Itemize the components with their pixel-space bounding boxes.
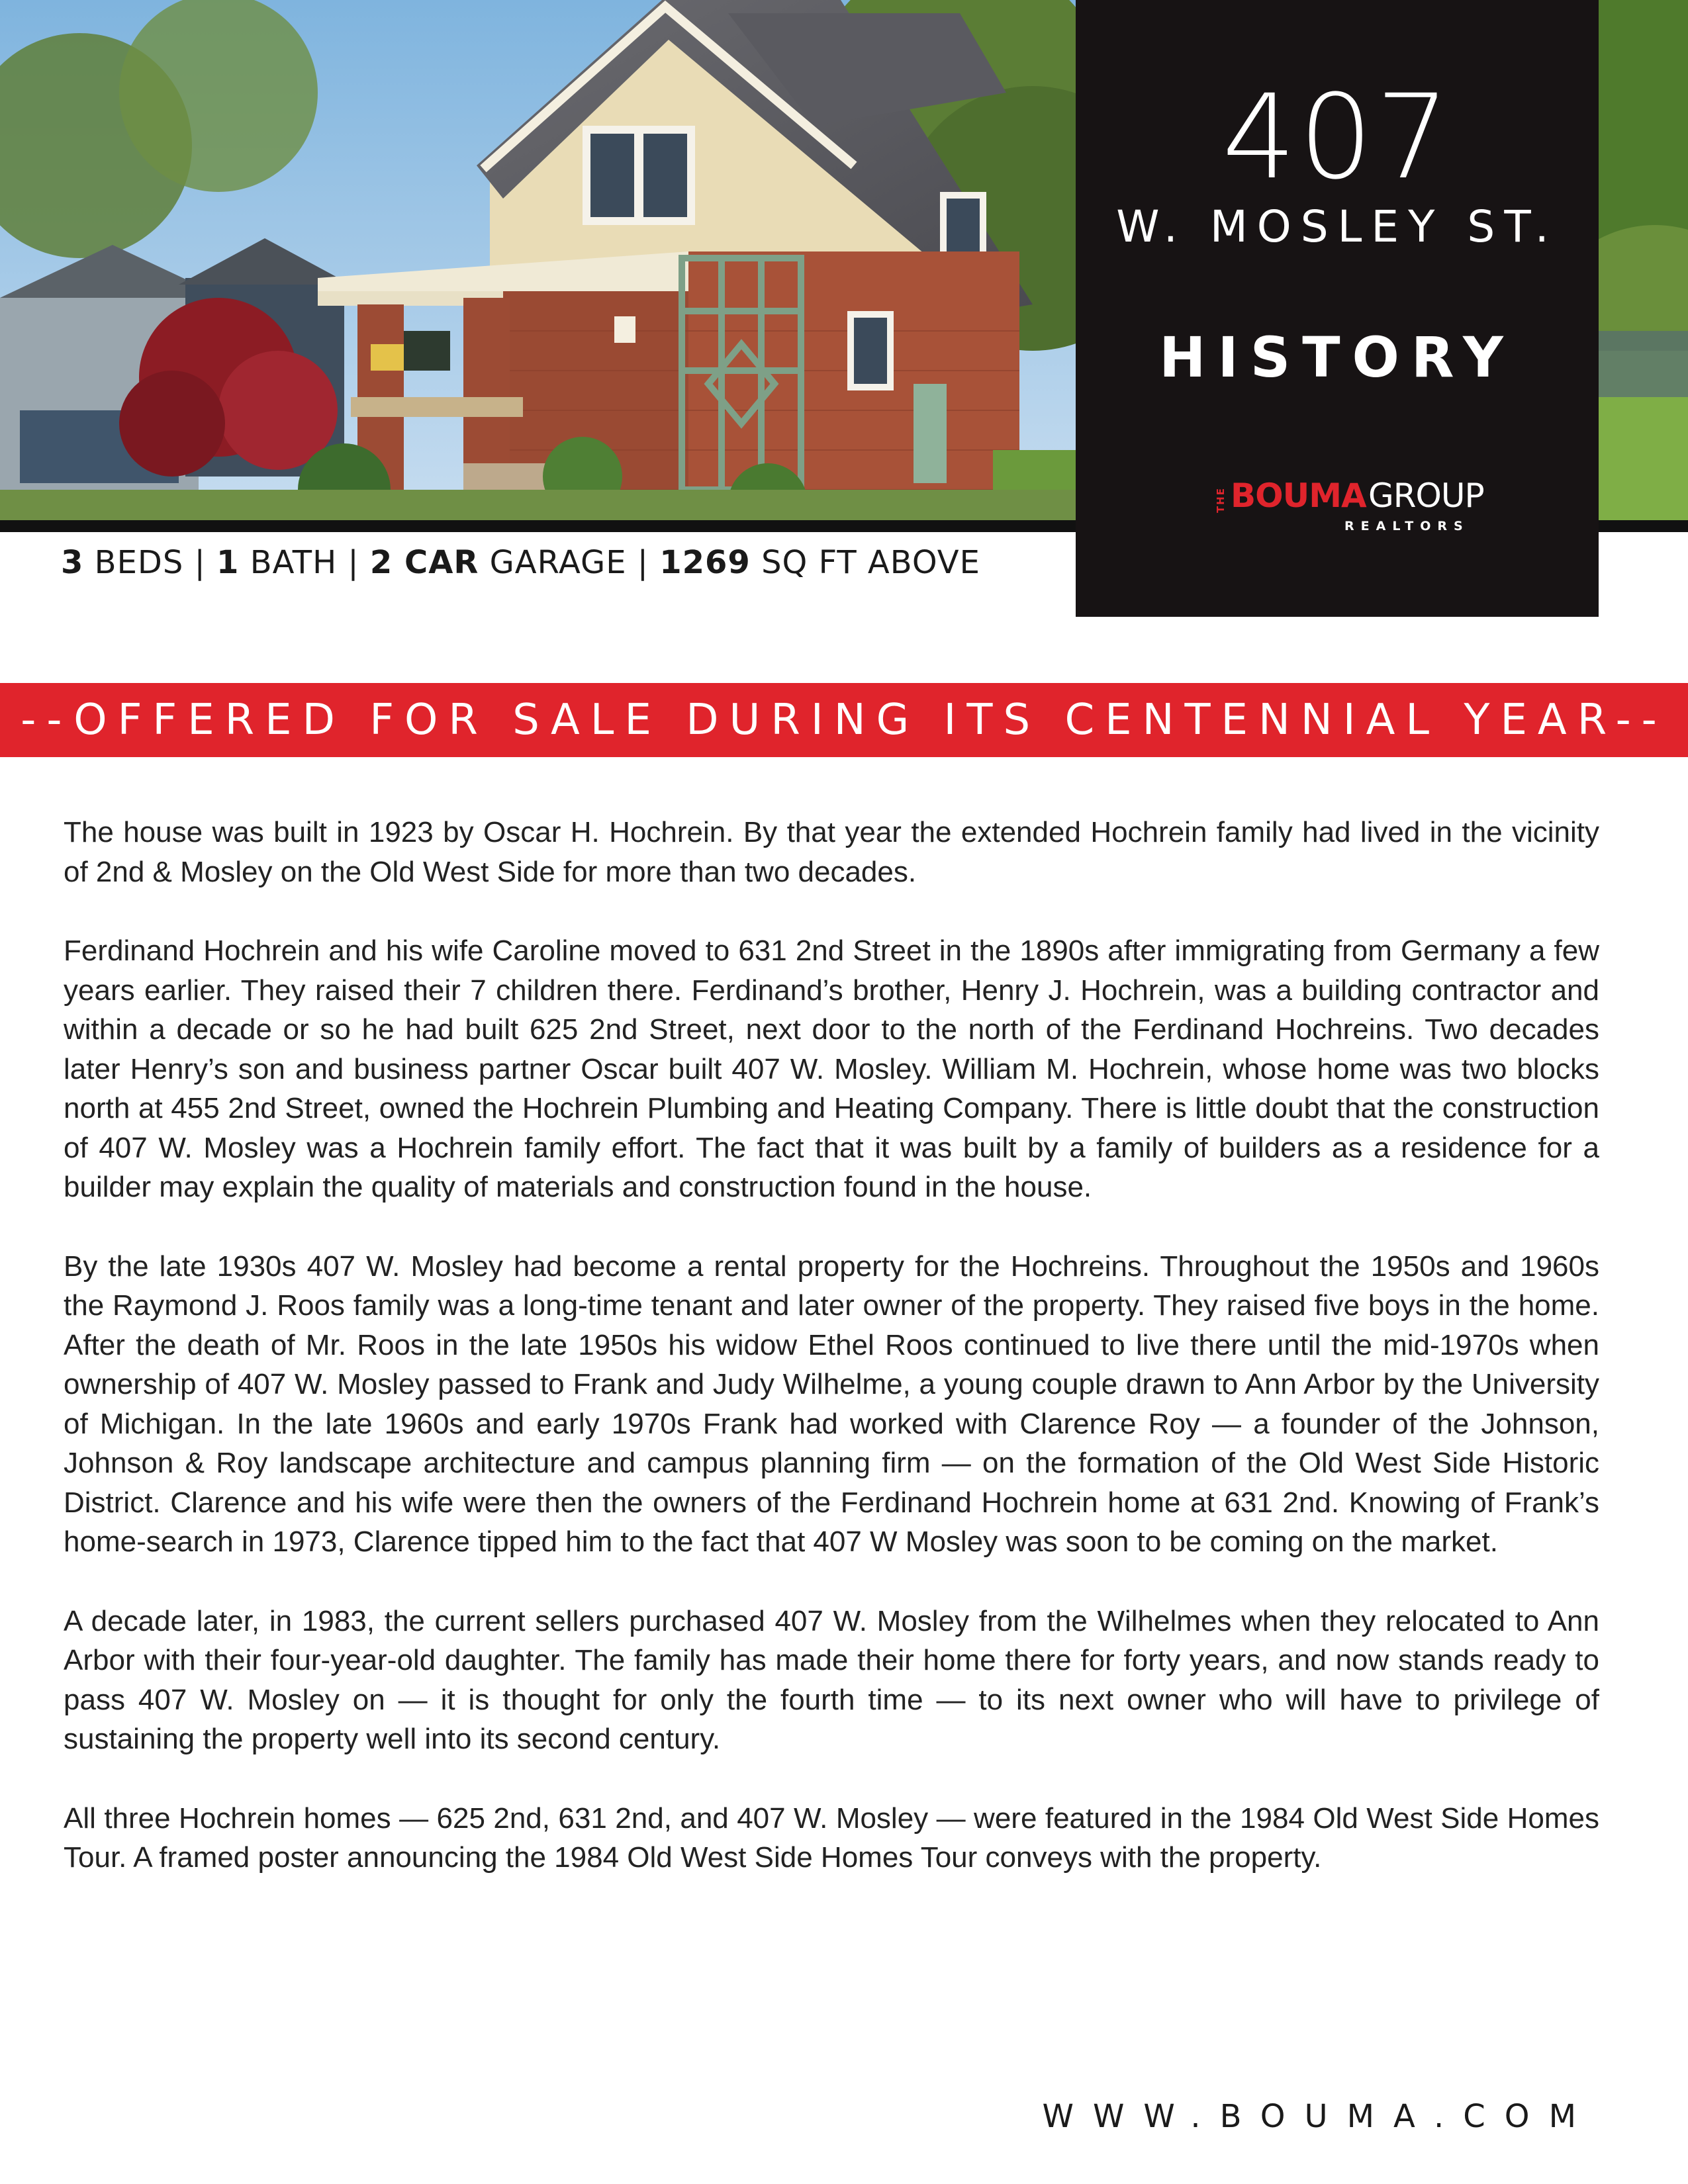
centennial-banner [0,683,1688,757]
sqft-count: 1269 [659,544,751,581]
history-paragraph: A decade later, in 1983, the current sellers purchased 407 W. Mosley from the Wilhelmes when they relocated to Ann Arbor with their four-year-old daughter. The family has made their home there for forty years, and now stands ready to pass 407 W. Mosley on — it is thought for only the fourth time — to its next owner who will have to privilege of sustaining the property well into its second century. [64,1604,1599,1755]
garage-label: GARAGE | [479,544,660,581]
beds-count: 3 [61,544,84,581]
bath-count: 1 [216,544,240,581]
banner-text: --OFFERED FOR SALE DURING ITS CENTENNIAL YEAR-- [21,696,1667,745]
address-street: W. MOSLEY ST. [1116,201,1558,252]
history-body [64,813,1599,1917]
garage-count: 2 CAR [369,544,479,581]
history-paragraph: The house was built in 1923 by Oscar H. Hochrein. By that year the extended Hochrein family had lived in the vicinity of 2nd & Mosley on the Old West Side for more than two decades. [64,816,1599,888]
logo-the: THE [1215,487,1227,514]
bath-label: BATH | [239,544,370,581]
property-specs [61,544,980,581]
address-number: 407 [1222,69,1452,205]
history-paragraph: All three Hochrein homes — 625 2nd, 631 2nd, and 407 W. Mosley — were featured in the 1984 Old West Side Homes Tour. A framed poster announcing the 1984 Old West Side Homes Tour conveys with the property. [64,1801,1599,1874]
logo-realtors: REALTORS [1344,519,1470,533]
website-link[interactable]: WWW.BOUMA.COM [1042,2098,1595,2135]
logo-group: GROUP [1368,477,1484,515]
bouma-group-logo [1215,477,1493,536]
logo-bouma: BOUMA [1231,477,1366,515]
history-paragraph: Ferdinand Hochrein and his wife Caroline moved to 631 2nd Street in the 1890s after immigrating from Germany a few years earlier. They raised their 7 children there. Ferdinand’s brother, Henry J. Hochrein, was a building contractor and within a decade or so he had built 625 2nd Street, next door to the north of the Ferdinand Hochreins. Two decades later Henry’s son and business partner Oscar built 407 W. Mosley. William M. Hochrein, whose home was two blocks north at 455 2nd Street, owned the Hochrein Plumbing and Heating Company. There is little doubt that the construction of 407 W. Mosley was a Hochrein family effort. The fact that it was built by a family of builders as a residence for a builder may explain the quality of materials and construction found in the house. [64,934,1599,1203]
history-paragraph: By the late 1930s 407 W. Mosley had become a rental property for the Hochreins. Throughout the 1950s and 1960s the Raymond J. Roos family was a long-time tenant and later owner of the property. They raised five boys in the home. After the death of Mr. Roos in the late 1950s his widow Ethel Roos continued to live there until the mid-1970s when ownership of 407 W. Mosley passed to Frank and Judy Wilhelme, a young couple drawn to Ann Arbor by the University of Michigan. In the late 1960s and early 1970s Frank had worked with Clarence Roy — a founder of the Johnson, Johnson & Roy landscape architecture and campus planning firm — on the formation of the Old West Side Historic District. Clarence and his wife were then the owners of the Ferdinand Hochrein home at 631 2nd. Knowing of Frank’s home-search in 1973, Clarence tipped him to the fact that 407 W Mosley was soon to be coming on the market. [64,1250,1599,1558]
title-panel [1076,0,1599,617]
beds-label: BEDS | [83,544,217,581]
history-heading: HISTORY [1159,325,1515,390]
sqft-label: SQ FT ABOVE [750,544,980,581]
